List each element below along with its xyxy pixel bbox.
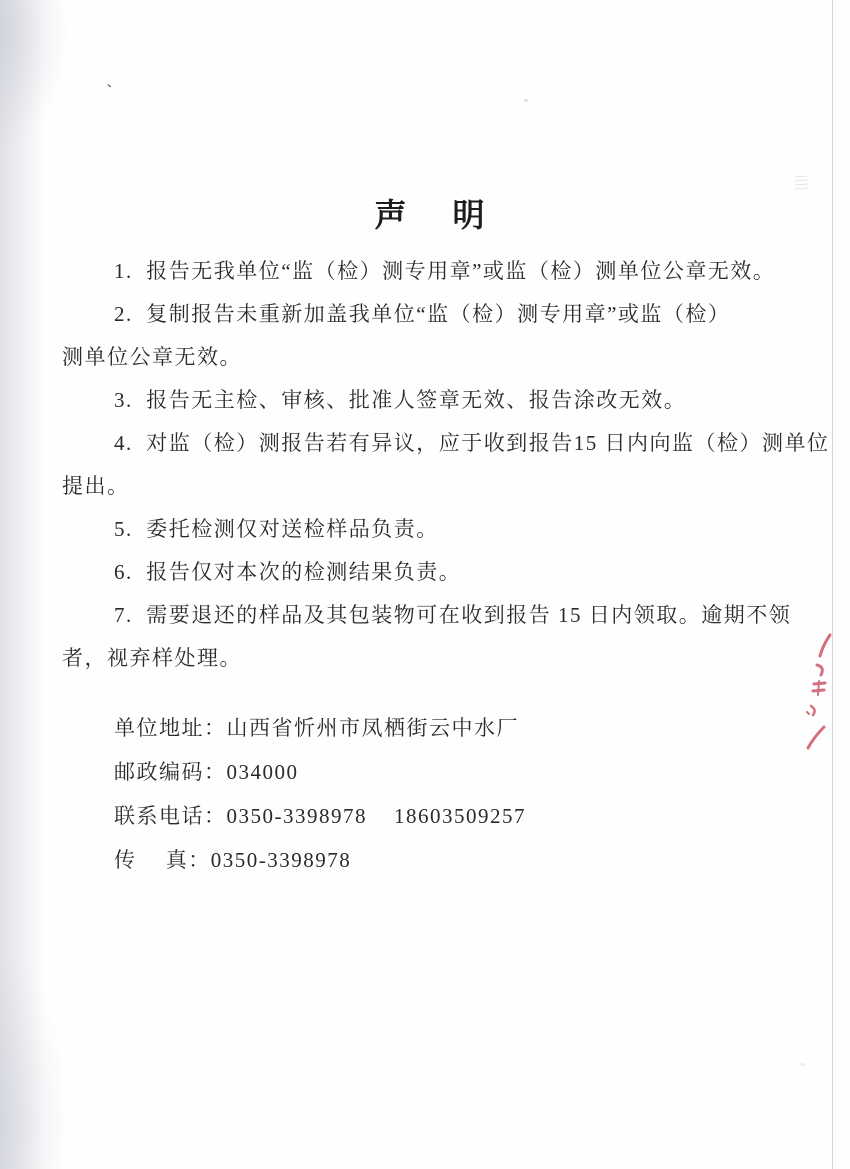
contact-label: 联系电话： <box>114 804 227 828</box>
pen-tick-mark: ` <box>104 81 117 102</box>
page-title: 声 明 <box>374 197 492 233</box>
statement-body <box>62 250 830 882</box>
scan-speck <box>524 99 528 102</box>
contact-value: 0350-3398978 18603509257 <box>226 804 526 828</box>
scan-shadow-top-left <box>0 0 70 150</box>
contact-label: 邮政编码： <box>114 760 227 784</box>
red-stamp-fragment <box>790 600 850 765</box>
contact-line-address <box>62 706 804 750</box>
statement-item-5: 5. 委托检测仅对送检样品负责。 <box>114 517 439 541</box>
statement-item-2-cont: 测单位公章无效。 <box>62 345 242 369</box>
scan-speck <box>800 1063 805 1066</box>
contact-value: 034000 <box>226 760 299 784</box>
scan-shadow-bottom-left <box>0 949 70 1169</box>
contact-value: 0350-3398978 <box>210 848 352 872</box>
contact-line-fax <box>62 838 804 882</box>
statement-item-6: 6. 报告仅对本次的检测结果负责。 <box>114 560 462 584</box>
contact-label: 单位地址： <box>114 716 227 740</box>
statement-item-7: 7. 需要退还的样品及其包装物可在收到报告 15 日内领取。逾期不领 <box>114 603 792 627</box>
contact-value: 山西省忻州市凤栖街云中水厂 <box>226 716 519 740</box>
contact-line-postcode <box>62 750 804 794</box>
statement-item-3: 3. 报告无主检、审核、批准人签章无效、报告涂改无效。 <box>114 388 687 412</box>
statement-item-4-cont: 提出。 <box>62 474 130 498</box>
statement-item-4: 4. 对监（检）测报告若有异议，应于收到报告15 日内向监（检）测单位 <box>114 431 830 455</box>
statement-item-2: 2. 复制报告未重新加盖我单位“监（检）测专用章”或监（检） <box>114 302 731 326</box>
scan-smudge <box>795 176 809 191</box>
statement-item-7-cont: 者，视弃样处理。 <box>62 646 242 670</box>
contact-line-phone <box>62 794 804 838</box>
scan-edge-line-right <box>832 0 833 1169</box>
contact-label: 传 真： <box>114 848 211 872</box>
contact-block <box>62 706 804 882</box>
red-stamp-strokes <box>807 635 830 748</box>
statement-item-1: 1. 报告无我单位“监（检）测专用章”或监（检）测单位公章无效。 <box>114 259 776 283</box>
